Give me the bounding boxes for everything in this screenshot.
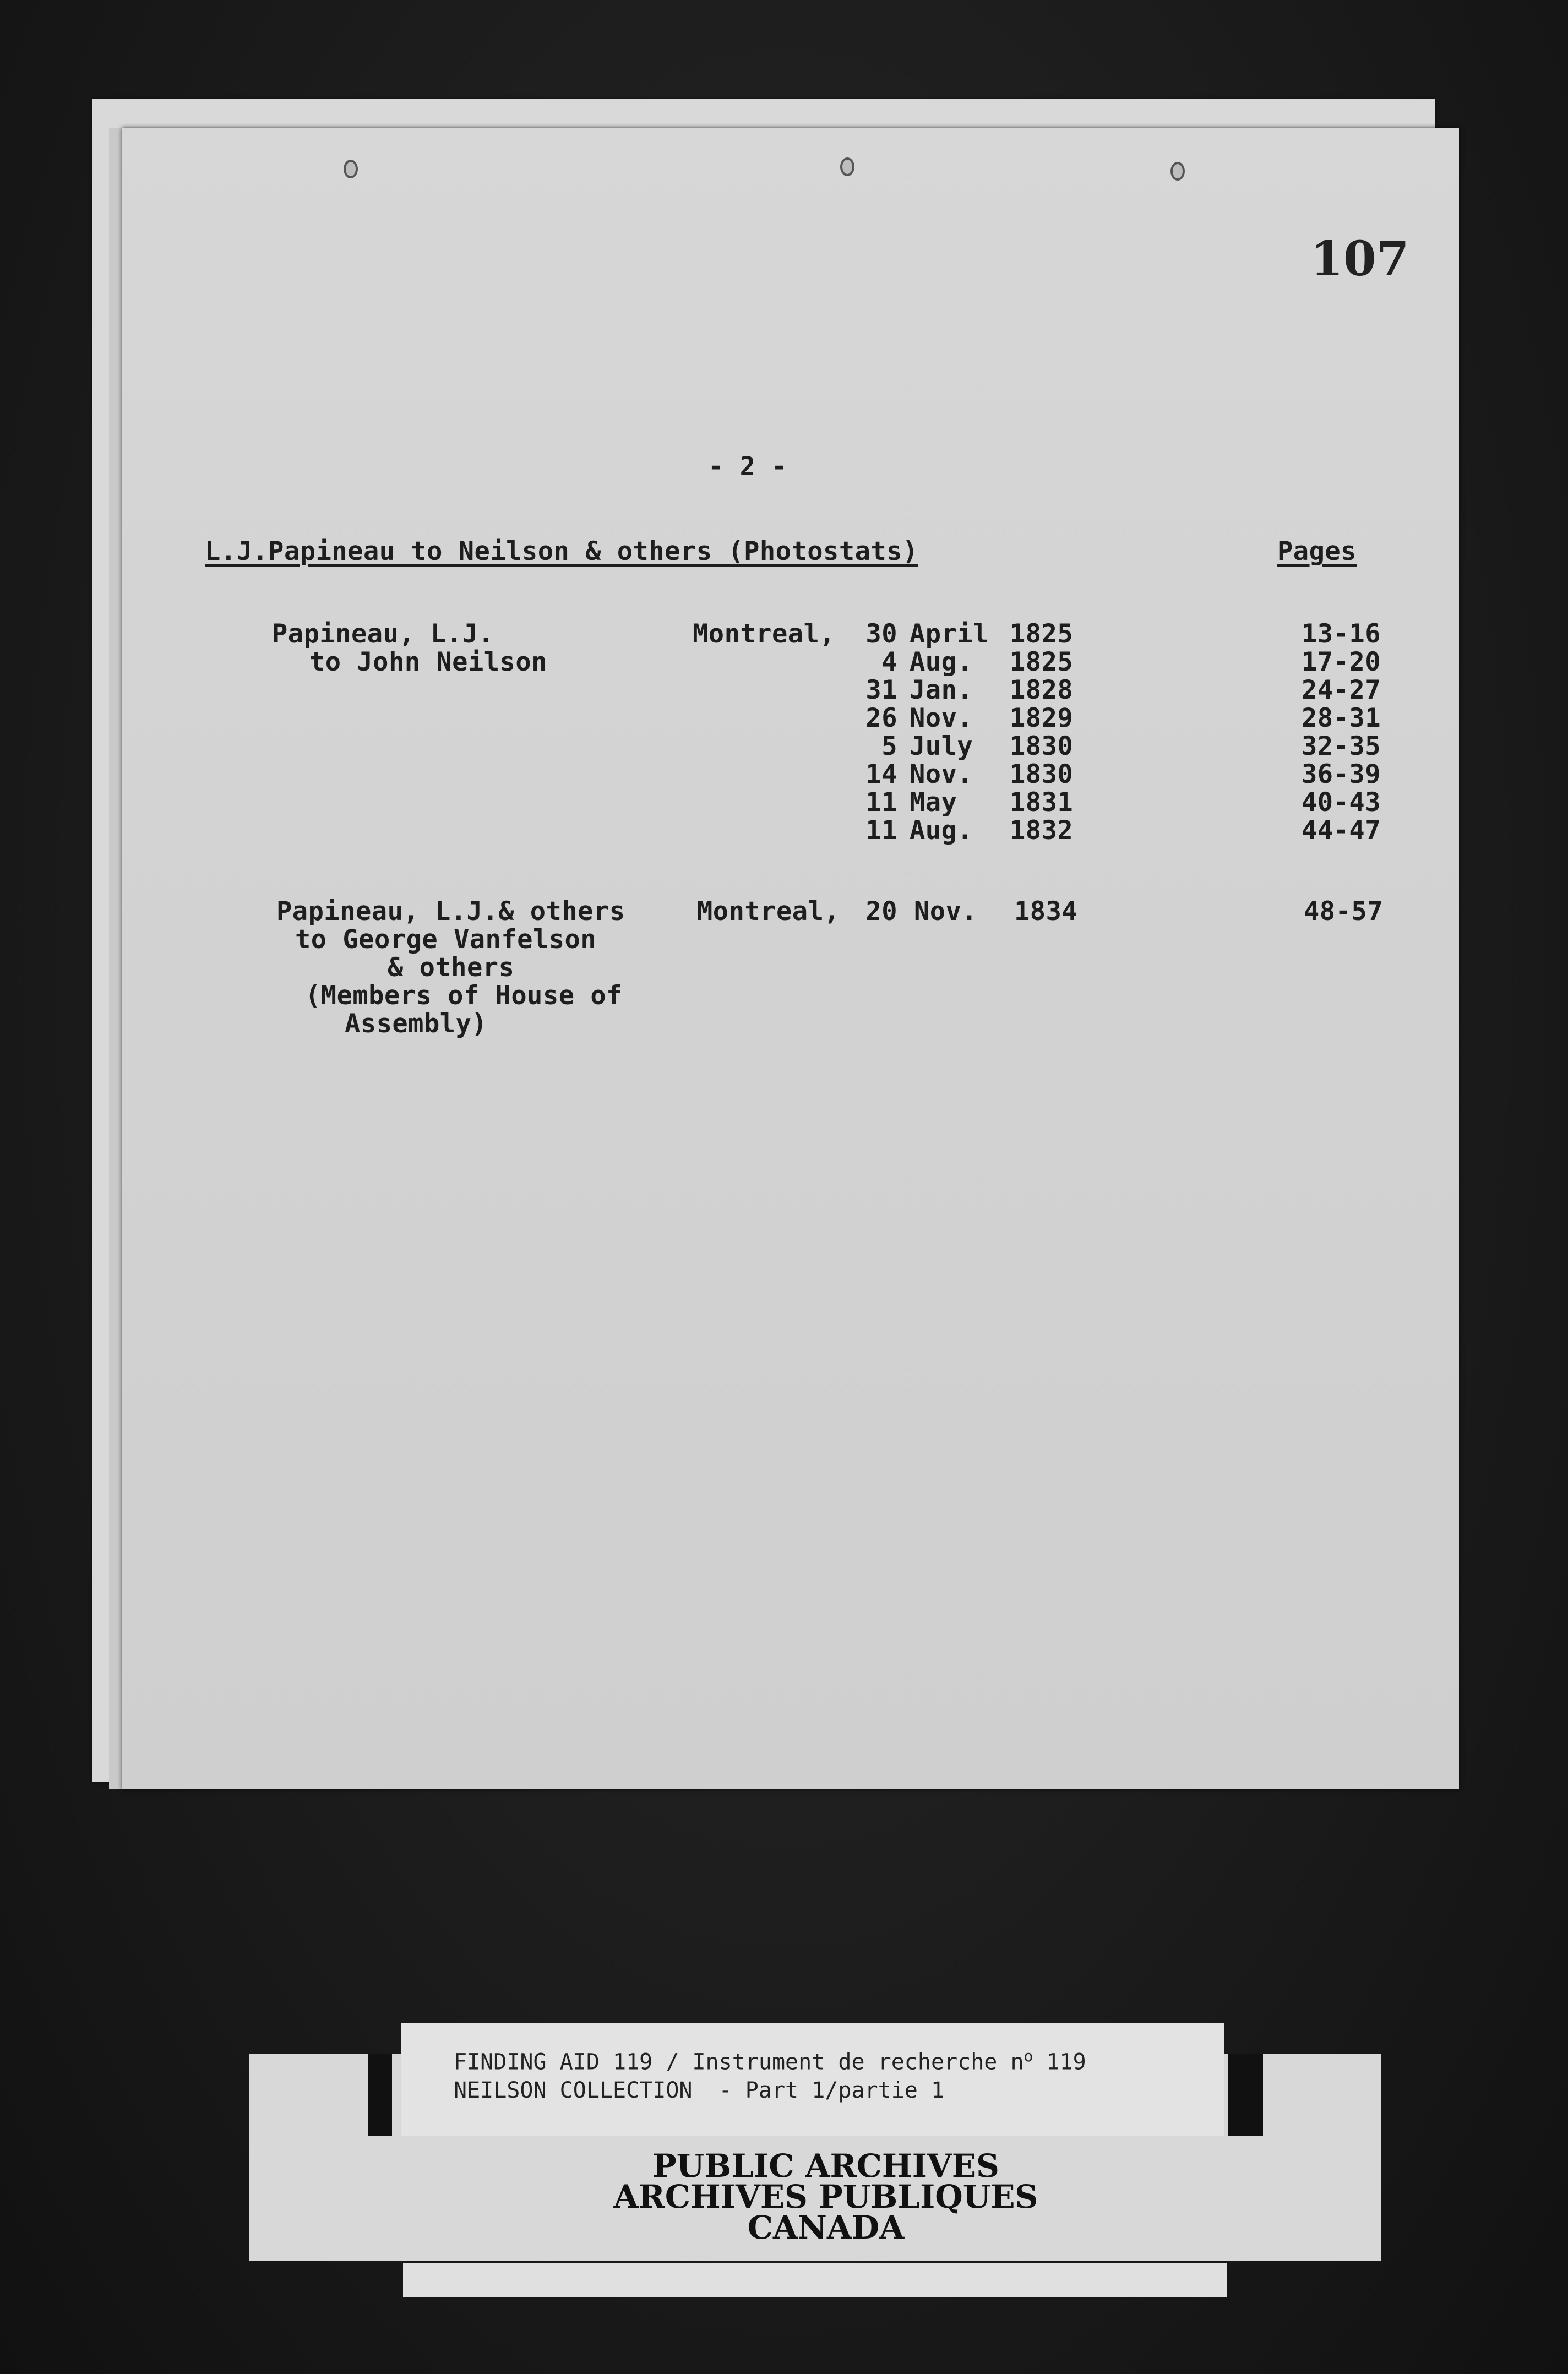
letter-month: Nov. [910,759,973,789]
letter-year: 1831 [1010,787,1074,818]
letter-year: 1830 [1010,731,1074,761]
label-notch [1228,2054,1263,2136]
finding-aid-line-2: NEILSON COLLECTION - Part 1/partie 1 [454,2078,945,2103]
finding-aid-label [401,2023,1224,2136]
letter-year: 1825 [1010,647,1074,677]
correspondent-line: to John Neilson [309,647,547,677]
letter-pages: 44-47 [1302,815,1381,846]
punch-hole-icon [840,157,854,176]
finding-aid-line-1 [454,2047,1086,2074]
letter-pages: 24-27 [1302,675,1381,705]
label-strip [403,2263,1227,2297]
letter-pages: 17-20 [1302,647,1381,677]
letter-month: July [910,731,973,761]
letter-year: 1834 [1014,896,1078,927]
letter-pages: 36-39 [1302,759,1381,789]
letter-pages: 32-35 [1302,731,1381,761]
letter-year: 1832 [1010,815,1074,846]
letter-year: 1828 [1010,675,1074,705]
pages-column-heading: Pages [1277,536,1357,567]
letter-day: 26 [865,703,897,733]
document-page [122,128,1459,1789]
correspondent-line: to George Vanfelson [295,924,597,955]
correspondent-line: Papineau, L.J. [272,619,494,649]
letter-month: Nov. [910,703,973,733]
finding-aid-number: 119 [1033,2049,1086,2075]
letter-day: 11 [865,815,897,846]
correspondent-line: & others [388,952,515,983]
letter-year: 1829 [1010,703,1074,733]
correspondent-line: (Members of House of [305,981,622,1011]
punch-hole-icon [1170,162,1185,181]
correspondent-line: Assembly) [345,1009,488,1039]
letter-month: Jan. [910,675,973,705]
label-notch [368,2054,392,2136]
archive-stamp-line: ARCHIVES PUBLIQUES [613,2178,1038,2215]
letter-day: 5 [881,731,897,761]
archive-stamp-line: CANADA [747,2209,905,2246]
letter-month: Aug. [910,647,973,677]
page-number: 107 [1310,231,1409,287]
letter-place: Montreal, [693,619,836,649]
correspondent-line: Papineau, L.J.& others [276,896,625,927]
letter-day: 4 [881,647,897,677]
letter-day: 30 [865,619,897,649]
archive-stamp-line: PUBLIC ARCHIVES [652,2147,999,2185]
letter-place: Montreal, [697,896,840,927]
letter-day: 31 [865,675,897,705]
letter-pages: 40-43 [1302,787,1381,818]
letter-pages: 13-16 [1302,619,1381,649]
letter-month: May [910,787,957,818]
letter-day: 14 [865,759,897,789]
letter-month: Aug. [910,815,973,846]
letter-year: 1830 [1010,759,1074,789]
letter-pages: 28-31 [1302,703,1381,733]
finding-aid-text: FINDING AID 119 / Instrument de recherche n [454,2049,1024,2075]
letter-day: 20 [865,896,897,927]
page-edge [109,128,123,1789]
punch-hole-icon [344,160,358,178]
finding-aid-superscript: o [1023,2047,1033,2065]
section-heading: L.J.Papineau to Neilson & others (Photostats) [205,536,918,567]
letter-day: 11 [865,787,897,818]
letter-year: 1825 [1010,619,1074,649]
letter-month: Nov. [914,896,978,927]
sheet-number: - 2 - [708,451,787,482]
letter-pages: 48-57 [1304,896,1383,927]
letter-month: April [910,619,989,649]
